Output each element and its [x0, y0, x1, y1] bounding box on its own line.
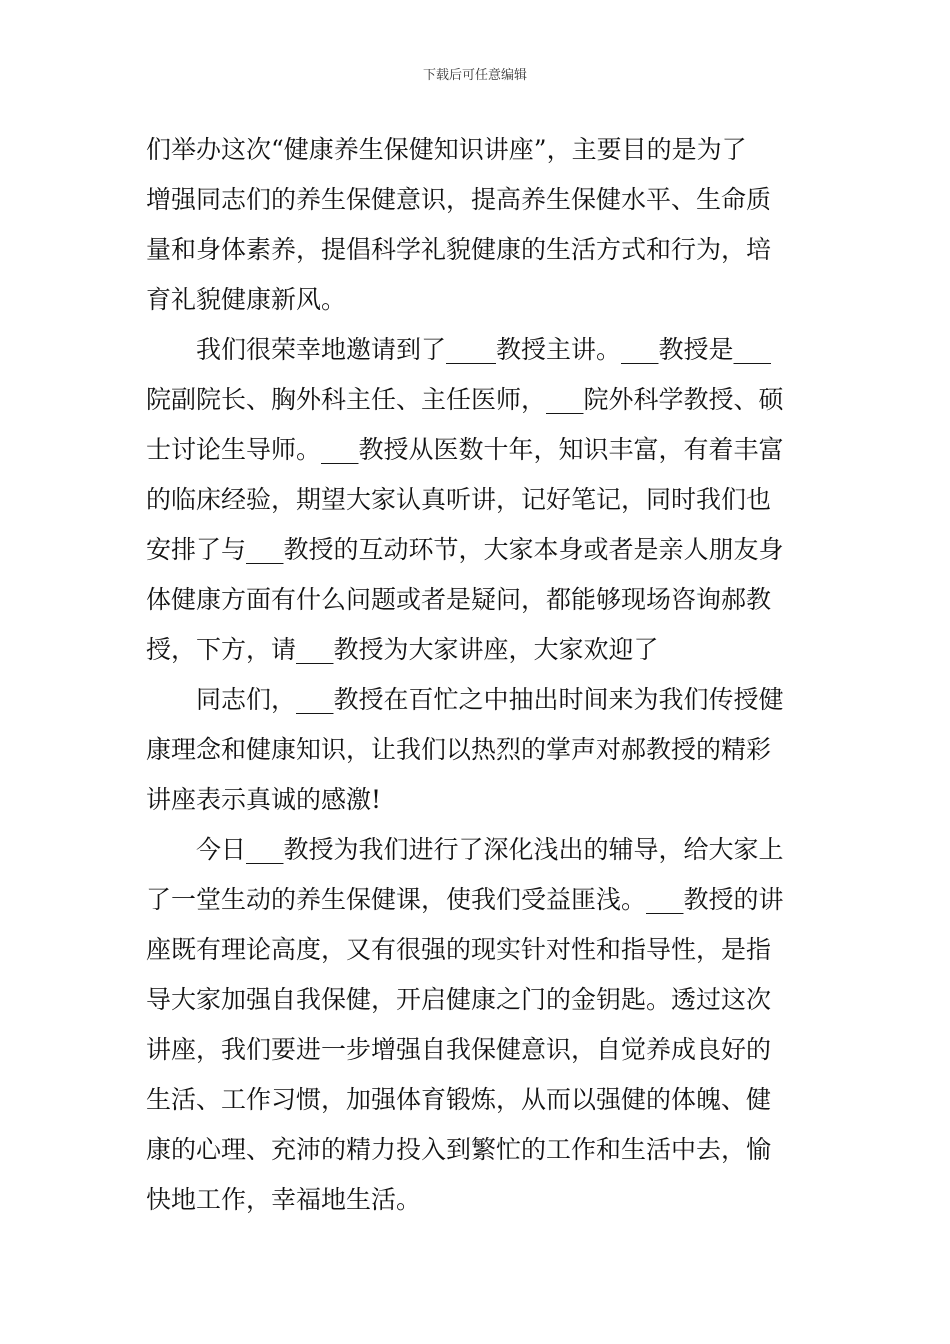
text-line: 量和身体素养，提倡科学礼貌健康的生活方式和行为，培: [146, 235, 772, 264]
page-header: 下载后可任意编辑: [422, 68, 527, 83]
paragraph-4: [146, 825, 806, 1225]
text-line: 导大家加强自我保健，开启健康之门的金钥匙。透过这次: [146, 985, 772, 1014]
paragraph-2: [146, 325, 806, 675]
paragraph-1: [146, 125, 806, 325]
paragraph-3: [146, 675, 806, 825]
text-line: 院副院长、胸外科主任、主任医师，___院外科学教授、硕: [146, 385, 784, 414]
text-line: 安排了与___教授的互动环节，大家本身或者是亲人朋友身: [146, 535, 784, 564]
text-line: 快地工作，幸福地生活。: [146, 1185, 422, 1214]
text-line: 座既有理论高度，又有很强的现实针对性和指导性，是指: [146, 935, 772, 964]
text-line: 康理念和健康知识，让我们以热烈的掌声对郝教授的精彩: [146, 735, 772, 764]
text-line: 授，下方，请___教授为大家讲座，大家欢迎了: [146, 635, 659, 664]
text-line: 生活、工作习惯，加强体育锻炼，从而以强健的体魄、健: [146, 1085, 772, 1114]
text-line: 们举办这次“健康养生保健知识讲座”，主要目的是为了: [146, 135, 747, 164]
text-line: 增强同志们的养生保健意识，提高养生保健水平、生命质: [146, 185, 772, 214]
text-line: 育礼貌健康新风。: [146, 285, 347, 314]
text-line: 的临床经验，期望大家认真听讲，记好笔记，同时我们也: [146, 485, 772, 514]
text-line: 士讨论生导师。___教授从医数十年，知识丰富，有着丰富: [146, 435, 784, 464]
text-line: 体健康方面有什么问题或者是疑问，都能够现场咨询郝教: [146, 585, 772, 614]
document-body: [146, 125, 806, 1225]
text-line: 同志们，___教授在百忙之中抽出时间来为我们传授健: [196, 685, 784, 714]
text-line: 讲座表示真诚的感激!: [146, 785, 382, 814]
text-line: 我们很荣幸地邀请到了____教授主讲。___教授是___: [196, 335, 772, 364]
text-line: 康的心理、充沛的精力投入到繁忙的工作和生活中去，愉: [146, 1135, 772, 1164]
text-line: 今日___教授为我们进行了深化浅出的辅导，给大家上: [196, 835, 784, 864]
text-line: 了一堂生动的养生保健课，使我们受益匪浅。___教授的讲: [146, 885, 784, 914]
text-line: 讲座，我们要进一步增强自我保健意识，自觉养成良好的: [146, 1035, 772, 1064]
